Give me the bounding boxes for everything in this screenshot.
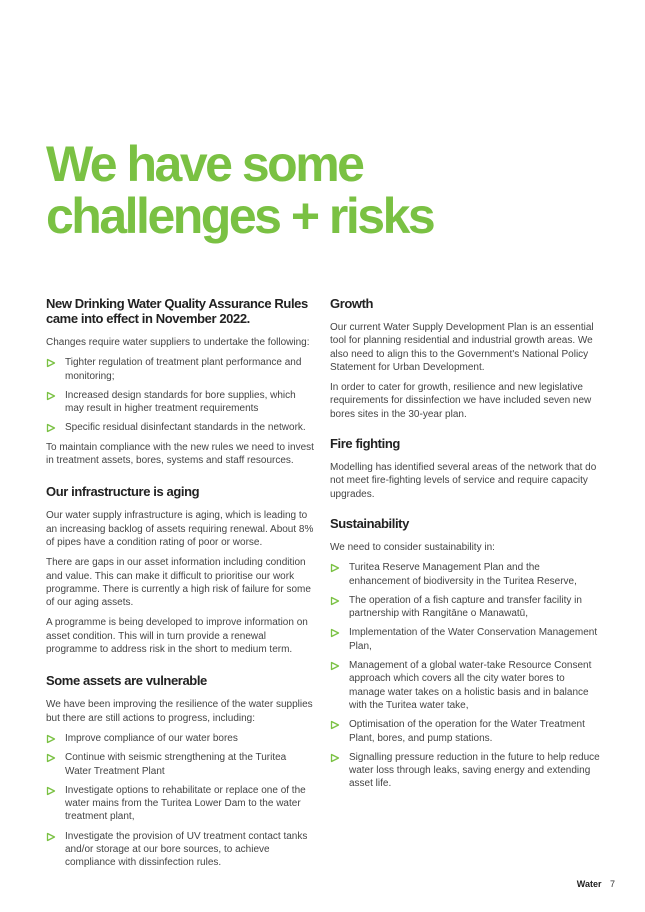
chevron-right-icon	[330, 661, 340, 671]
list-item	[46, 389, 314, 416]
chevron-right-icon	[330, 753, 340, 763]
list-item-text: Investigate options to rehabilitate or replace one of the water mains from the Turitea Lower Dam to the water treatment plant,	[65, 784, 306, 823]
list-item-text: Specific residual disinfectant standards in the network.	[65, 422, 306, 434]
chevron-right-icon	[330, 563, 340, 573]
page-number: 7	[609, 879, 615, 889]
list-item-text: Signalling pressure reduction in the future to help reduce water loss through leaks, saving energy and extending asset life.	[349, 751, 600, 790]
section-heading: New Drinking Water Quality Assurance Rules came into effect in November 2022.	[46, 296, 308, 326]
list-item-text: Management of a global water-take Resource Consent approach which covers all the city water bores to manage water takes on a holistic basis and in balance with the Turitea water take,	[349, 660, 592, 711]
list-item	[46, 732, 314, 745]
list-item-text: Investigate the provision of UV treatment contact tanks and/or storage at our bore sources, to achieve compliance with dissinfection rules.	[65, 830, 308, 869]
section-heading: Growth	[330, 296, 374, 311]
chevron-right-icon	[46, 423, 56, 433]
paragraph: Our current Water Supply Development Plan is an essential tool for planning residential and industrial growth areas. We also need to align this to the Government's National Policy Statement for Urban Development.	[330, 322, 594, 373]
list-item-text: Implementation of the Water Conservation Management Plan,	[349, 627, 598, 652]
section-fire-fighting	[330, 436, 600, 501]
section-heading: Sustainability	[330, 515, 409, 531]
left-column	[46, 296, 314, 876]
chevron-right-icon	[46, 391, 56, 401]
section-infrastructure-aging	[46, 484, 314, 656]
chevron-right-icon	[330, 720, 340, 730]
page-title	[46, 138, 606, 242]
paragraph: Our water supply infrastructure is aging, which is leading to an increasing backlog of assets requiring renewal. About 8% of pipes have a condition rating of poor or worse.	[46, 510, 314, 548]
chevron-right-icon	[46, 832, 56, 842]
list-item	[46, 784, 314, 824]
list-item	[330, 561, 600, 588]
list-item-text: Continue with seismic strengthening at the Turitea Water Treatment Plant	[65, 752, 287, 777]
paragraph: There are gaps in our asset information including condition and value. This can make it difficult to prioritise our work programme. There is currently a high risk of failure for some of our aging assets.	[46, 557, 311, 609]
section-sustainability	[330, 516, 600, 791]
page-title-line-1: We have some	[46, 136, 363, 192]
list-item	[330, 659, 600, 712]
list-item-text: Tighter regulation of treatment plant performance and monitoring;	[65, 357, 302, 382]
list-item	[330, 751, 600, 791]
section-intro: We need to consider sustainability in:	[330, 541, 495, 553]
chevron-right-icon	[46, 786, 56, 796]
list-item	[330, 626, 600, 653]
bullet-list	[46, 732, 314, 870]
chevron-right-icon	[46, 358, 56, 368]
section-assets-vulnerable	[46, 673, 314, 869]
list-item-text: Turitea Reserve Management Plan and the enhancement of biodiversity in the Turitea Reserve,	[349, 562, 577, 587]
chevron-right-icon	[330, 628, 340, 638]
list-item	[330, 718, 600, 745]
list-item-text: Optimisation of the operation for the Water Treatment Plant, bores, and pump stations.	[349, 719, 585, 744]
list-item	[46, 356, 314, 383]
right-column	[330, 296, 600, 797]
list-item-text: The operation of a fish capture and transfer facility in partnership with Rangitāne o Manawatū,	[349, 594, 582, 620]
list-item-text: Improve compliance of our water bores	[65, 732, 238, 744]
bullet-list	[330, 561, 600, 790]
bullet-list	[46, 356, 314, 434]
page-footer	[577, 879, 615, 889]
chevron-right-icon	[46, 753, 56, 763]
section-heading: Some assets are vulnerable	[46, 673, 207, 689]
section-intro: Changes require water suppliers to undertake the following:	[46, 337, 310, 348]
section-dwqar	[46, 296, 314, 467]
list-item-text: Increased design standards for bore supplies, which may result in higher treatment requirements	[65, 389, 296, 415]
footer-section-label: Water	[576, 879, 602, 889]
paragraph: A programme is being developed to improve information on asset condition. This will in turn provide a renewal programme to address risk in the short to medium term.	[46, 617, 308, 656]
paragraph: In order to cater for growth, resilience and new legislative requirements for dissinfection we have included seven new bores sites in the 30-year plan.	[330, 382, 592, 420]
section-heading: Fire fighting	[330, 436, 400, 452]
section-growth	[330, 296, 600, 421]
paragraph: Modelling has identified several areas of the network that do not meet fire-fighting levels of service and require capacity upgrades.	[330, 462, 597, 500]
list-item	[46, 421, 314, 434]
section-heading: Our infrastructure is aging	[46, 484, 200, 500]
list-item	[46, 751, 314, 778]
page-title-line-2: challenges + risks	[46, 188, 434, 244]
list-item	[46, 830, 314, 870]
section-outro: To maintain compliance with the new rules we need to invest in treatment assets, bores, systems and staff resources.	[46, 441, 314, 467]
chevron-right-icon	[46, 734, 56, 744]
chevron-right-icon	[330, 596, 340, 606]
list-item	[330, 594, 600, 621]
section-intro: We have been improving the resilience of the water supplies but there are still actions to progress, including:	[46, 699, 313, 724]
